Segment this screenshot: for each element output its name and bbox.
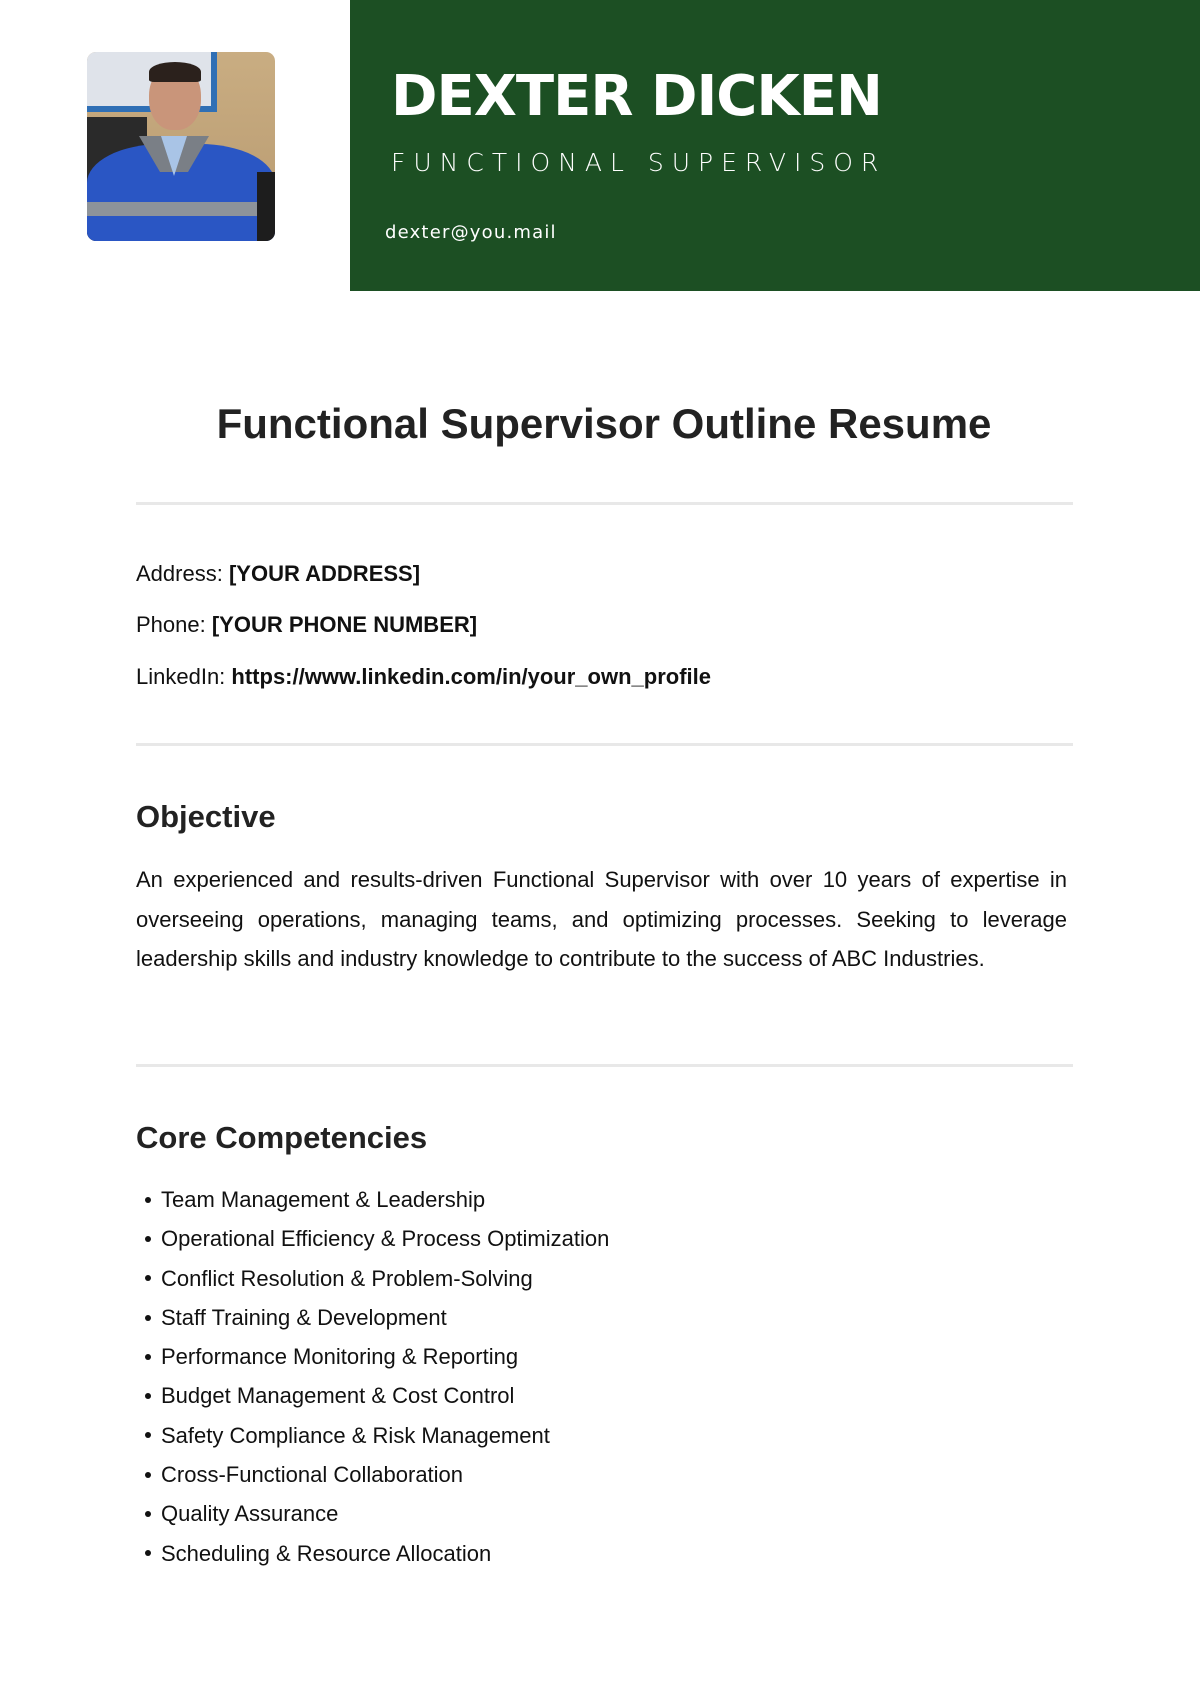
divider — [136, 502, 1073, 505]
bullet-icon — [145, 1236, 151, 1242]
divider — [136, 743, 1073, 746]
candidate-name: DEXTER DICKEN — [391, 64, 882, 129]
list-item — [136, 1534, 609, 1573]
list-item-label: Safety Compliance & Risk Management — [161, 1422, 550, 1448]
candidate-email[interactable]: dexter@you.mail — [385, 222, 557, 243]
list-item-label: Cross-Functional Collaboration — [161, 1462, 464, 1488]
list-item — [136, 1416, 609, 1455]
bullet-icon — [145, 1393, 151, 1399]
bullet-icon — [145, 1354, 151, 1360]
photo-hair — [149, 62, 201, 82]
list-item — [136, 1298, 609, 1337]
contact-address — [136, 561, 420, 587]
contact-linkedin — [136, 664, 711, 690]
competencies-heading: Core Competencies — [136, 1120, 428, 1155]
list-item-label: Scheduling & Resource Allocation — [161, 1540, 492, 1566]
objective-heading: Objective — [136, 799, 276, 834]
bullet-icon — [145, 1197, 151, 1203]
divider — [136, 1064, 1073, 1067]
list-item-label: Operational Efficiency & Process Optimization — [161, 1226, 610, 1252]
bullet-icon — [145, 1315, 151, 1321]
objective-text: An experienced and results-driven Functional Supervisor with over 10 years of expertise in overseeing operations, managing teams, and optimizing processes. Seeking to leverage leadership skills and industry knowledge to contribute to the success of ABC Industries. — [136, 867, 1067, 971]
list-item — [136, 1455, 609, 1494]
list-item — [136, 1259, 609, 1298]
document-title: Functional Supervisor Outline Resume — [216, 400, 992, 447]
list-item-label: Team Management & Leadership — [161, 1187, 486, 1212]
list-item-label: Quality Assurance — [161, 1501, 339, 1527]
list-item-label: Budget Management & Cost Control — [161, 1383, 515, 1409]
list-item — [136, 1376, 609, 1415]
phone-label: Phone: — [136, 612, 206, 637]
header-banner — [350, 0, 1200, 291]
address-label: Address: — [136, 561, 223, 586]
list-item-label: Staff Training & Development — [161, 1304, 447, 1330]
list-item-label: Conflict Resolution & Problem-Solving — [161, 1265, 533, 1291]
bullet-icon — [145, 1511, 151, 1517]
contact-phone — [136, 612, 477, 638]
list-item — [136, 1494, 609, 1533]
address-value: [YOUR ADDRESS] — [228, 561, 421, 586]
bullet-icon — [145, 1550, 151, 1556]
bullet-icon — [145, 1472, 151, 1478]
linkedin-label: LinkedIn: — [136, 664, 226, 689]
list-item — [136, 1219, 609, 1258]
profile-photo — [87, 52, 275, 241]
bullet-icon — [145, 1432, 151, 1438]
phone-value: [YOUR PHONE NUMBER] — [211, 612, 478, 637]
photo-monitor — [257, 172, 275, 241]
linkedin-link[interactable]: https://www.linkedin.com/in/your_own_profile — [231, 664, 711, 689]
candidate-role: FUNCTIONAL SUPERVISOR — [391, 148, 887, 177]
list-item — [136, 1180, 609, 1219]
list-item-label: Performance Monitoring & Reporting — [161, 1344, 519, 1370]
list-item — [136, 1337, 609, 1376]
competencies-list — [136, 1180, 609, 1573]
bullet-icon — [145, 1275, 151, 1281]
photo-sleeve-stripe — [87, 202, 275, 216]
